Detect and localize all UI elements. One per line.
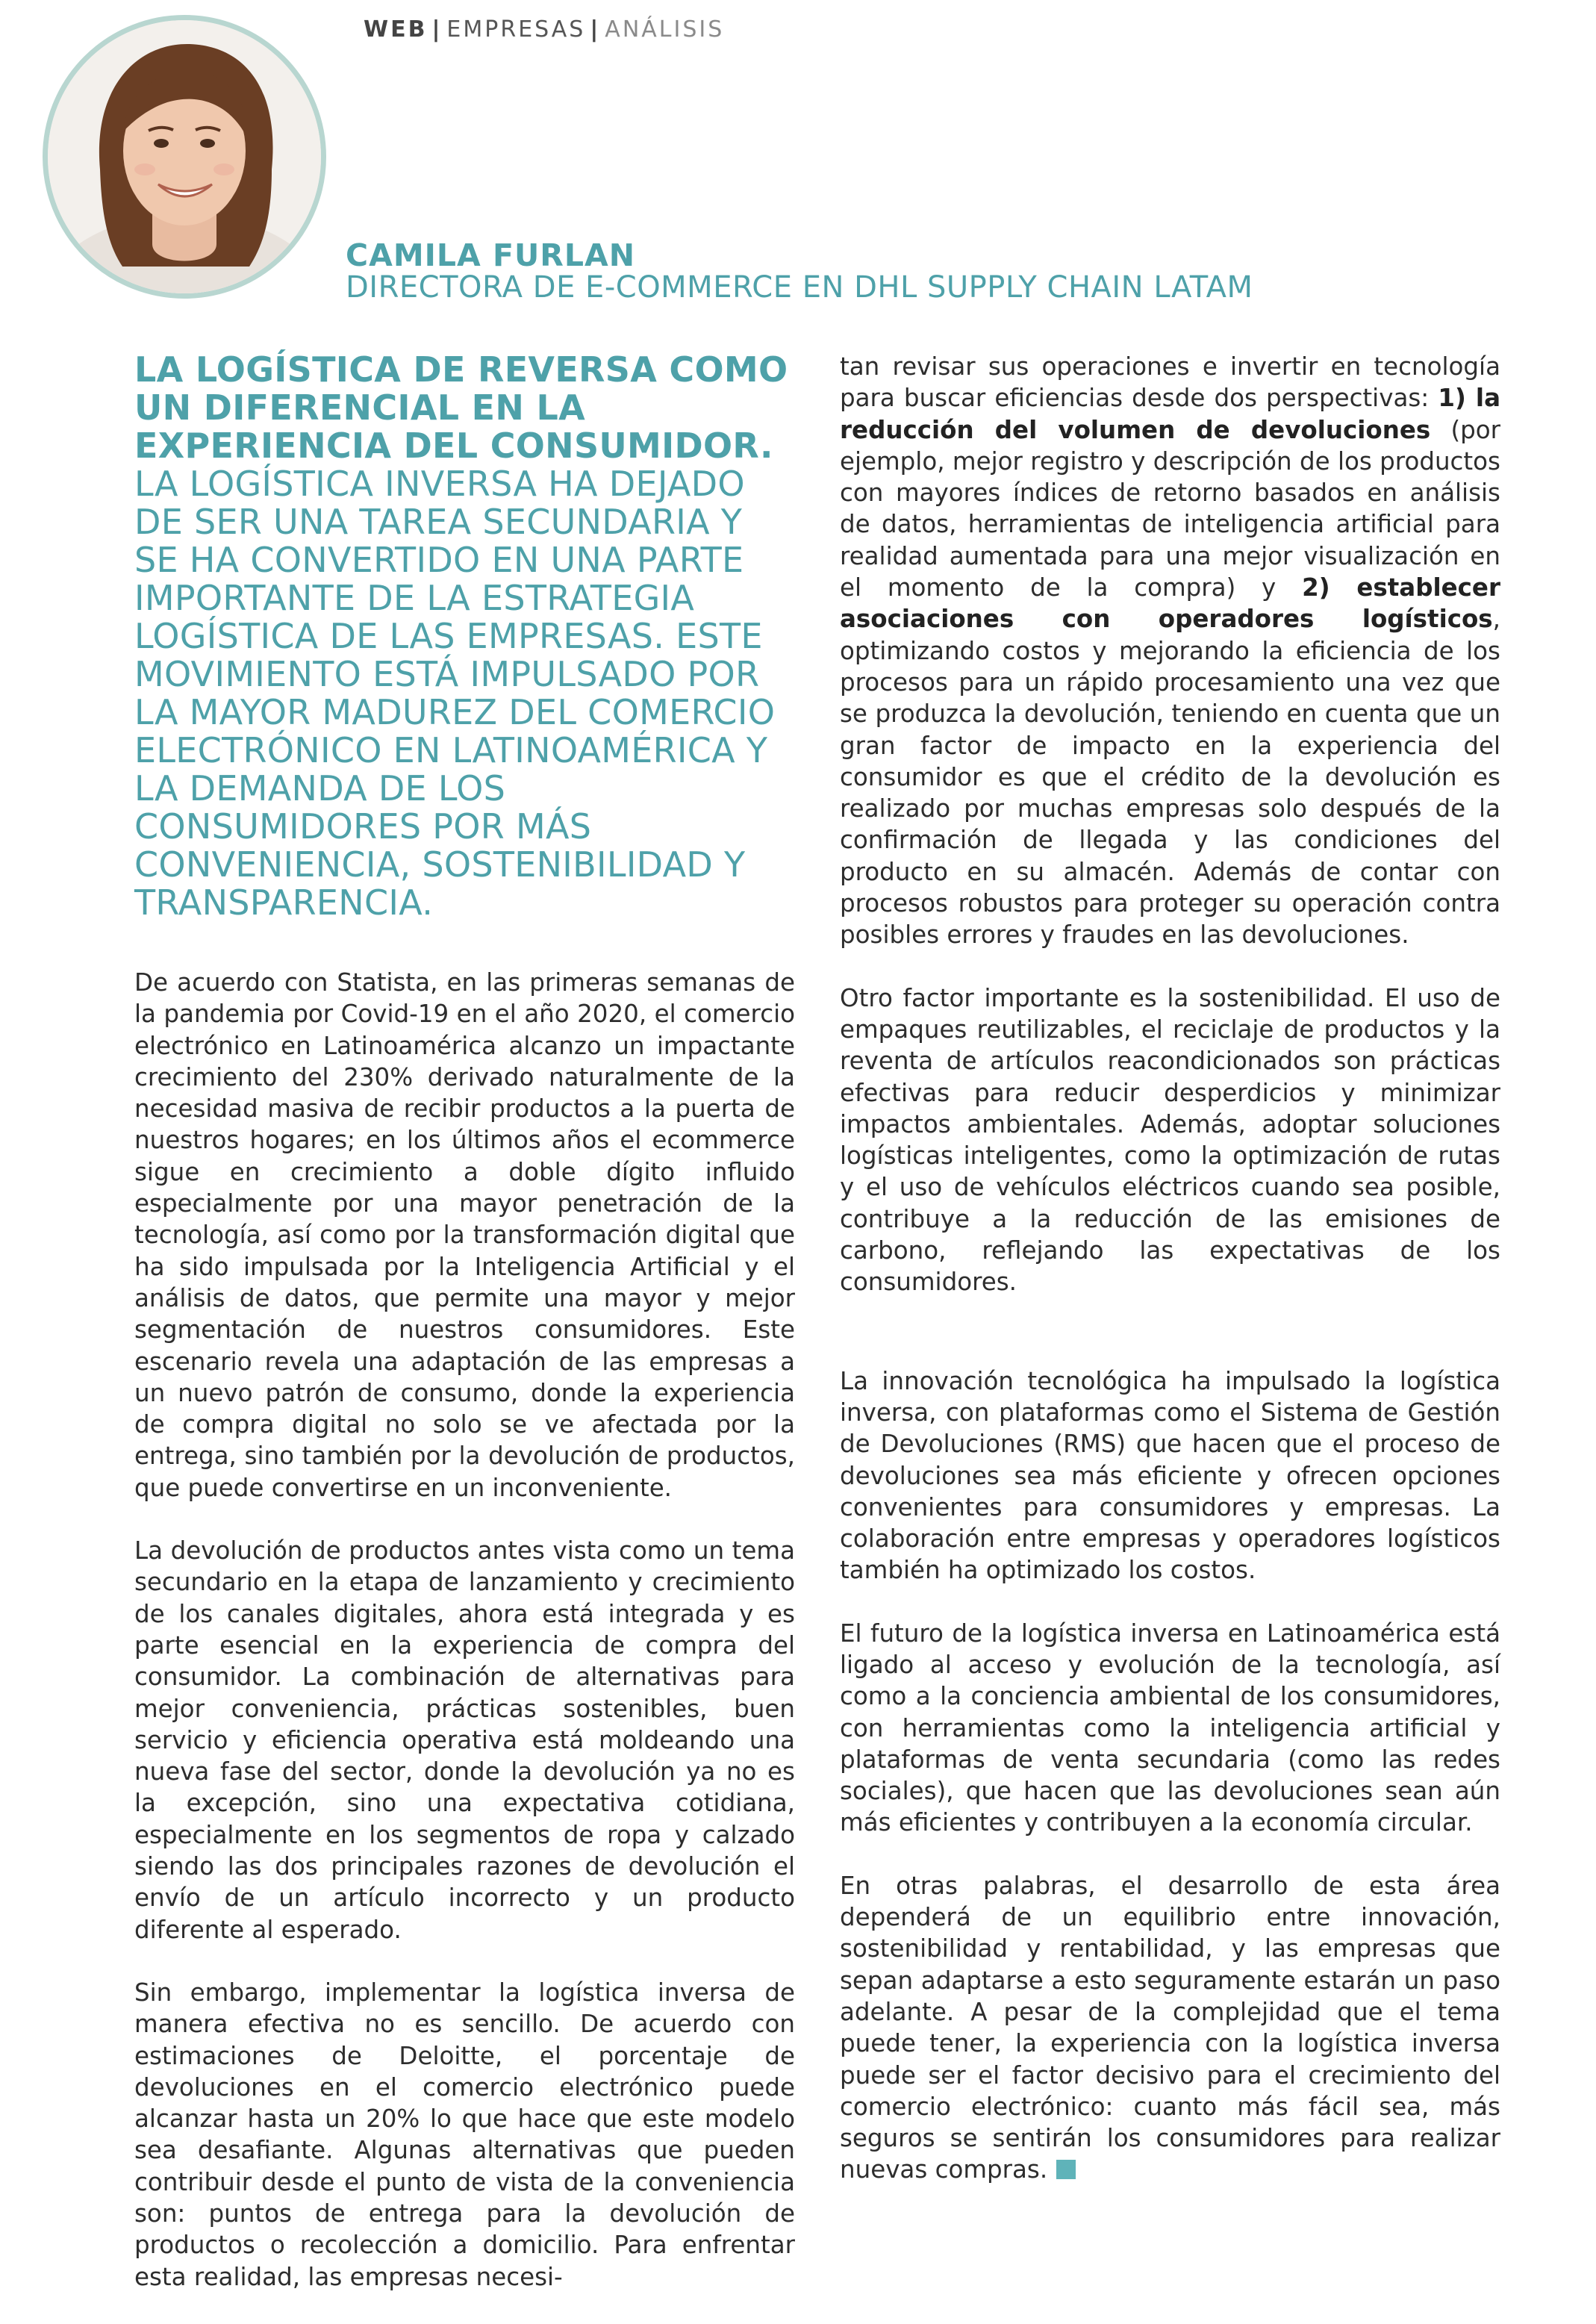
headline-bold: LA LOGÍSTICA DE REVERSA COMO UN DIFERENCIAL EN LA EXPERIENCIA DEL CONSUMIDOR. [134,349,788,466]
paragraph: El futuro de la logística inversa en Latinoamérica está ligado al acceso y evolución de la tecnología, así como a la conciencia ambiental de los consumidores, con herramientas como la inteligencia artificial y plataformas de venta secundaria (como las redes sociales), que hacen que las devoluciones sean aún más eficientes y contribuyen a la economía circular. [840,1619,1500,1837]
paragraph-text: tan revisar sus operaciones e invertir en tecnología para buscar eficiencias desde dos perspectivas: [840,352,1500,413]
left-column [134,351,795,2324]
section-analisis: ANÁLISIS [605,16,725,43]
section-separator: | [590,16,601,43]
paragraph: Sin embargo, implementar la logística inversa de manera efectiva no es sencillo. De acuerdo con estimaciones de Deloitte, el porcentaje de devoluciones en el comercio electrónico puede alcanzar hasta un 20% lo que hace que este modelo sea desafiante. Algunas alternativas que pueden contribuir desde el punto de vista de la conveniencia son: puntos de entrega para la devolución de productos o recolección a domicilio. Para enfrentar esta realidad, las empresas necesi- [134,1978,795,2291]
paragraph: De acuerdo con Statista, en las primeras semanas de la pandemia por Covid-19 en el año 2020, el comercio electrónico en Latinoamérica alcanzo un impactante crecimiento del 230% derivado naturalmente de la necesidad masiva de recibir productos a la puerta de nuestros hogares; en los últimos años el ecommerce sigue en crecimiento a doble dígito influido especialmente por una mayor penetración de la tecnología, así como por la transformación digital que ha sido impulsada por la Inteligencia Artificial y el análisis de datos, que permite una mayor y mejor segmentación de nuestros consumidores. Este escenario revela una adaptación de las empresas a un nuevo patrón de consumo, donde la experiencia de compra digital no solo se ve afectada por la entrega, sino también por la devolución de productos, que puede convertirse en un inconveniente. [134,968,795,1502]
paragraph [840,351,1500,951]
article-headline [134,351,795,922]
author-role: DIRECTORA DE E-COMMERCE EN DHL SUPPLY CHAIN LATAM [346,270,1253,305]
portrait-illustration [48,20,321,293]
headline-lead: LA LOGÍSTICA INVERSA HA DEJADO DE SER UNA TAREA SECUNDARIA Y SE HA CONVERTIDO EN UNA PARTE IMPORTANTE DE LA ESTRATEGIA LOGÍSTICA DE LAS EMPRESAS. ESTE MOVIMIENTO ESTÁ IMPULSADO POR LA MAYOR MADUREZ DEL COMERCIO ELECTRÓNICO EN LATINOAMÉRICA Y LA DEMANDA DE LOS CONSUMIDORES POR MÁS CONVENIENCIA, SOSTENIBILIDAD Y TRANSPARENCIA. [134,464,776,923]
right-column [840,351,1500,2217]
paragraph: La innovación tecnológica ha impulsado la logística inversa, con plataformas como el Sistema de Gestión de Devoluciones (RMS) que hacen que el proceso de devoluciones sea más eficiente y ofrecen opciones convenientes para consumidores y empresas. La colaboración entre empresas y operadores logísticos también ha optimizado los costos. [840,1366,1500,1585]
paragraph-text: , optimizando costos y mejorando la eficiencia de los procesos para un rápido procesamiento una vez que se produzca la devolución, teniendo en cuenta que un gran factor de impacto en la experiencia del consumidor es que el crédito de la devolución es realizado por muchas empresas solo después de la confirmación de llegada y las condiciones del producto en su almacén. Además de contar con procesos robustos para proteger su operación contra posibles errores y fraudes en las devoluciones. [840,605,1500,950]
section-breadcrumb [364,16,724,43]
paragraph-text: (por ejemplo, mejor registro y descripción de los productos con mayores índices de retorno basados en análisis de datos, herramientas de inteligencia artificial para realidad aumentada para una mejor visualización en el momento de la compra) y [840,415,1500,602]
paragraph-text: En otras palabras, el desarrollo de esta área dependerá de un equilibrio entre innovación, sostenibilidad y rentabilidad, y las empresas que sepan adaptarse a esto seguramente estarán un paso adelante. A pesar de la complejidad que el tema puede tener, la experiencia con la logística inversa puede ser el factor decisivo para el crecimiento del comercio electrónico: cuanto más fácil sea, más seguros se sentirán los consumidores para realizar nuevas compras. [840,1871,1500,2184]
paragraph [840,1870,1500,2186]
paragraph: La devolución de productos antes vista como un tema secundario en la etapa de lanzamiento y crecimiento de los canales digitales, ahora está integrada y es parte esencial en la experiencia de compra del consumidor. La combinación de alternativas para mejor conveniencia, prácticas sostenibles, buen servicio y eficiencia operativa está moldeando una nueva fase del sector, donde la devolución ya no es la excepción, sino una expectativa cotidiana, especialmente en los segmentos de ropa y calzado siendo las dos principales razones de devolución el envío de un artículo incorrecto y un producto diferente al esperado. [134,1536,795,1944]
author-portrait [43,15,326,299]
author-name: CAMILA FURLAN [346,237,636,273]
paragraph: Otro factor importante es la sostenibilidad. El uso de empaques reutilizables, el reciclaje de productos y la reventa de artículos reacondicionados son prácticas efectivas para reducir desperdicios y minimizar impactos ambientales. Además, adoptar soluciones logísticas inteligentes, como la optimización de rutas y el uso de vehículos eléctricos cuando sea posible, contribuye a la reducción de las emisiones de carbono, reflejando las expectativas de los consumidores. [840,983,1500,1297]
section-web: WEB [364,16,428,43]
highlight-reduction: 1) la reducción del volumen de devoluciones [840,384,1500,444]
section-separator: | [431,16,443,43]
section-empresas: EMPRESAS [446,16,586,43]
end-of-article-square-icon [1056,2160,1076,2179]
highlight-partnerships: 2) establecer asociaciones con operadores logísticos [840,573,1501,634]
